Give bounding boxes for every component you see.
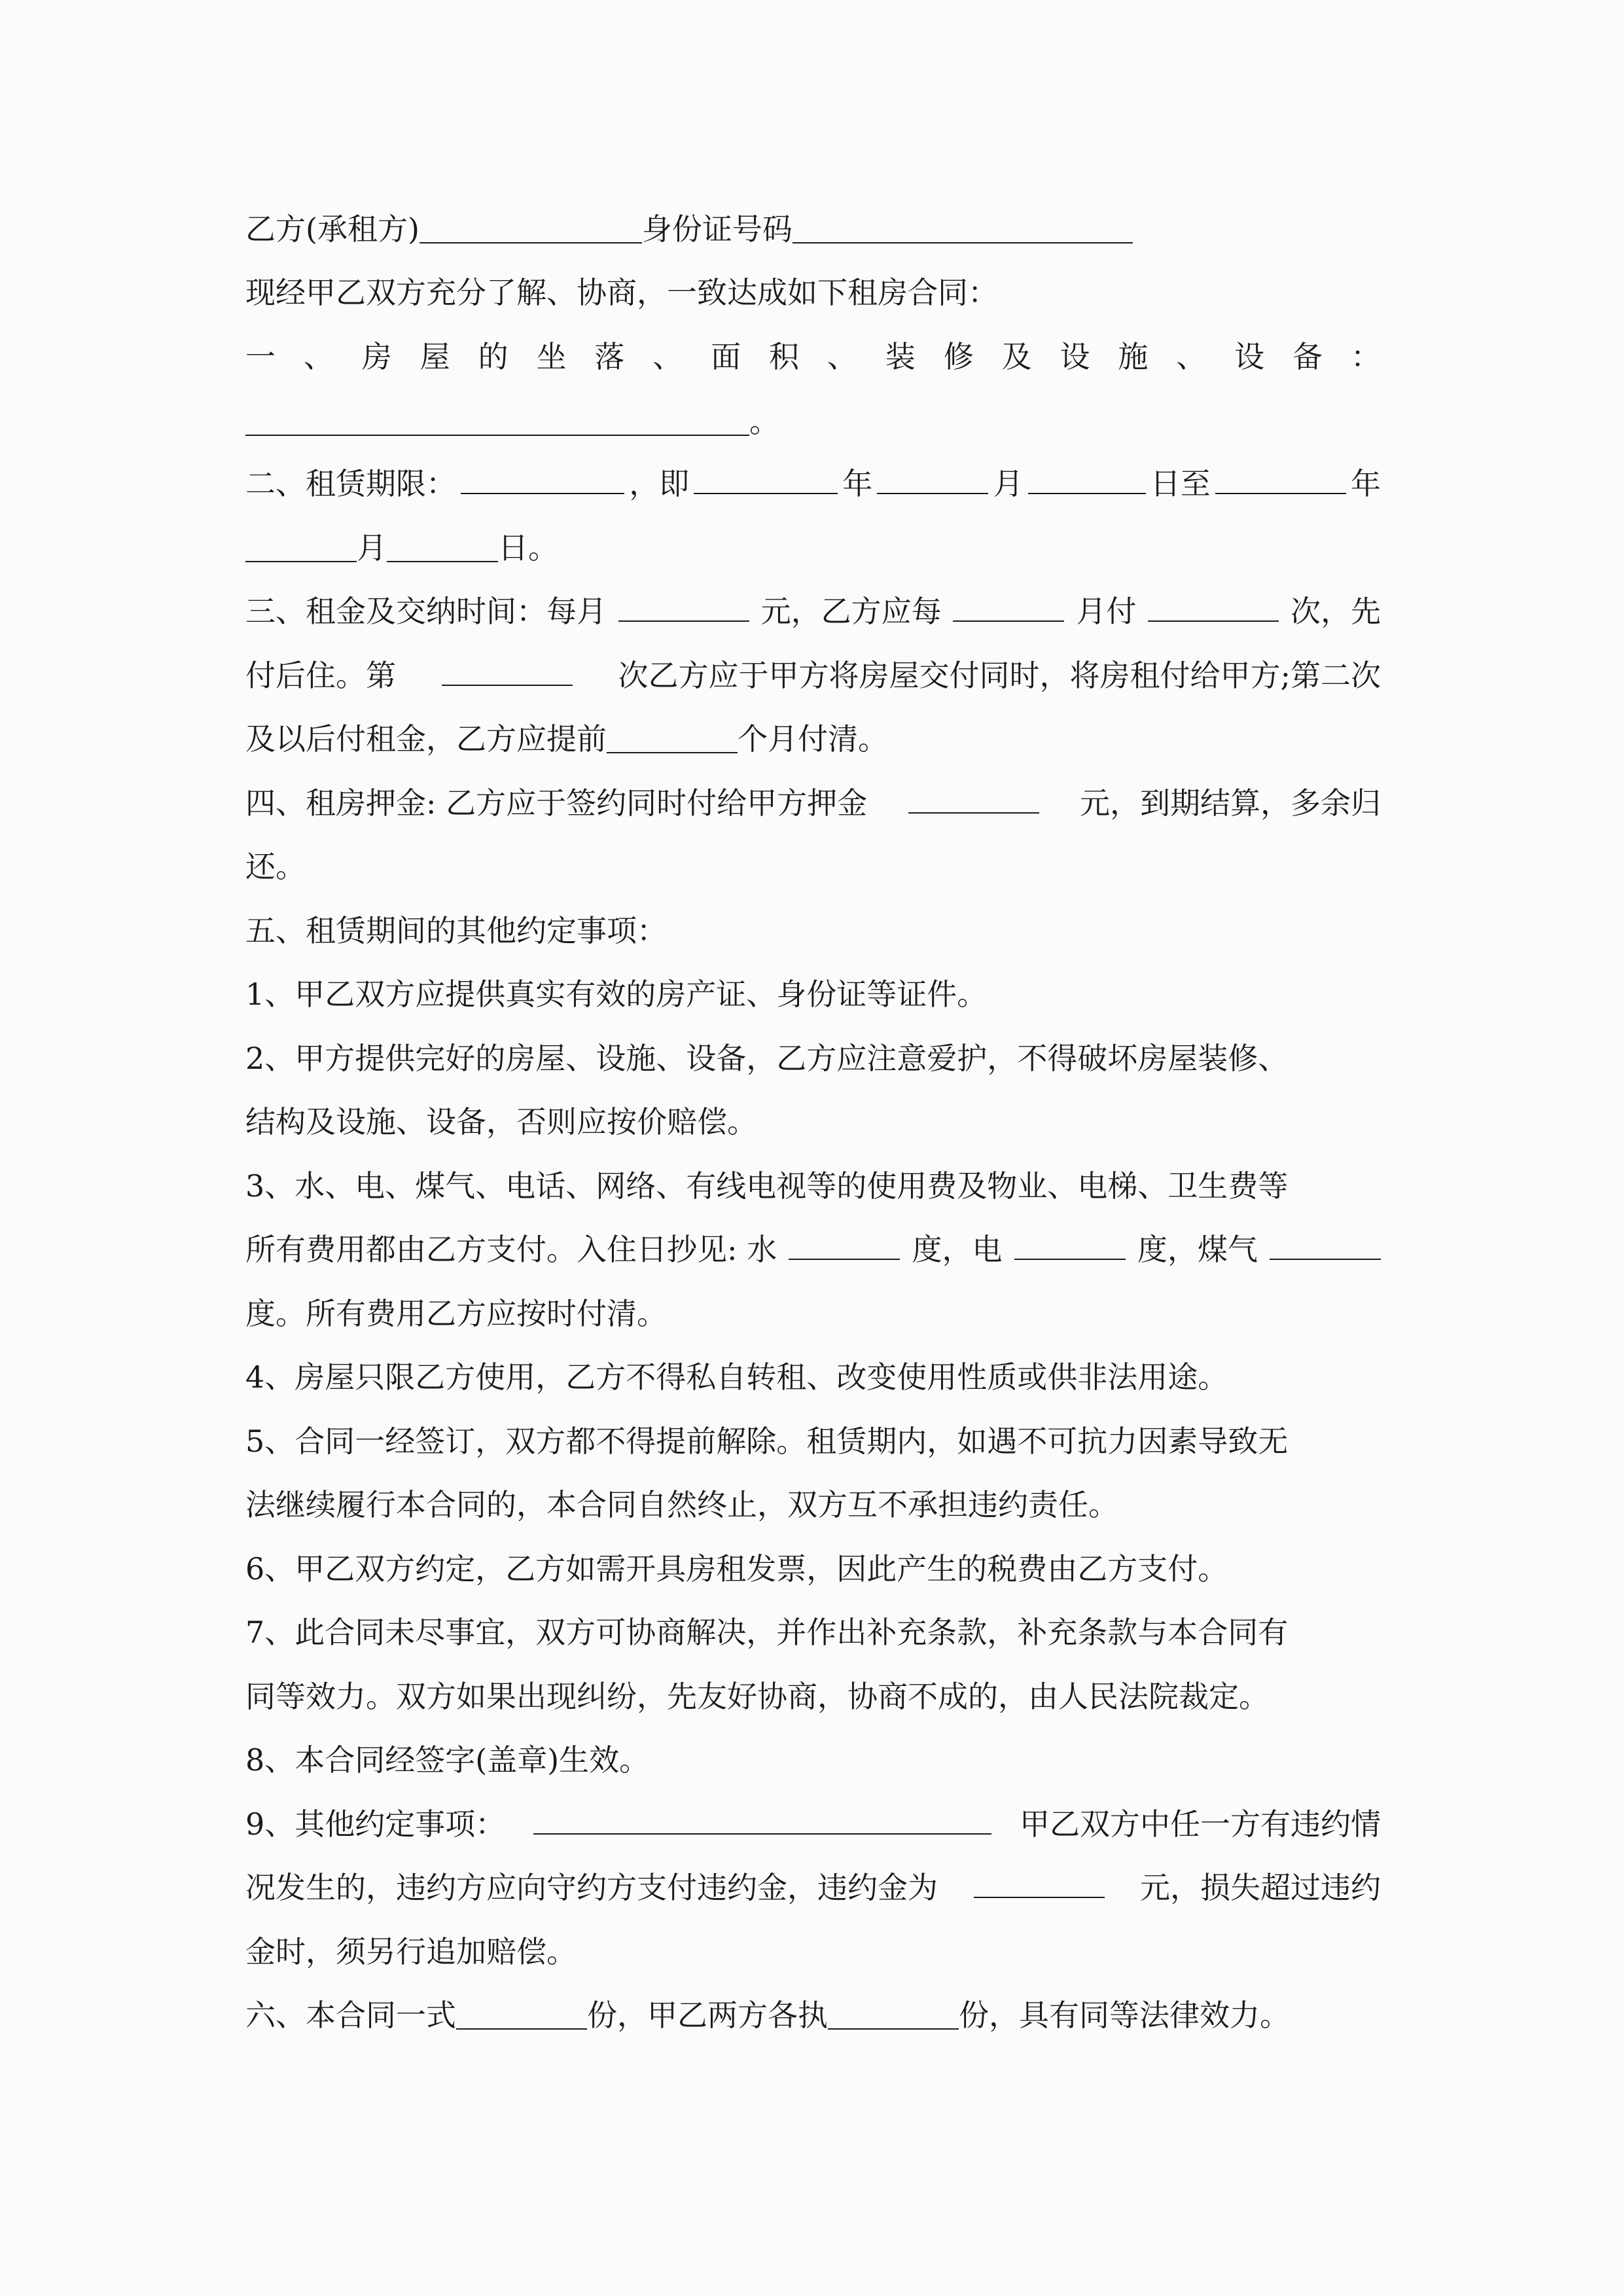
monthly-rent-blank[interactable] bbox=[618, 620, 749, 622]
clause-5-item-7-cont: 同等效力。双方如果出现纠纷，先友好协商，协商不成的，由人民法院裁定。 bbox=[245, 1679, 1269, 1714]
text: 元，到期结算，多余归 bbox=[1080, 785, 1381, 821]
electricity-reading-blank[interactable] bbox=[1014, 1259, 1126, 1260]
text: 次，先 bbox=[1290, 594, 1381, 629]
end-month-blank[interactable] bbox=[245, 561, 357, 562]
clause-4-line-2: 还。 bbox=[245, 849, 306, 884]
clause-1-heading bbox=[245, 336, 1381, 378]
char: 装 bbox=[885, 339, 916, 374]
char: ： bbox=[1350, 339, 1381, 374]
clause-2-line-2 bbox=[245, 527, 1381, 569]
text: 况发生的，违约方应向守约方支付违约金，违约金为 bbox=[245, 1870, 938, 1905]
text: 甲乙双方中任一方有违约情 bbox=[1020, 1806, 1381, 1842]
clause-5-item-2-cont: 结构及设施、设备，否则应按价赔偿。 bbox=[245, 1104, 757, 1139]
char: 坐 bbox=[536, 339, 567, 374]
char: 备 bbox=[1293, 339, 1323, 374]
pay-interval-blank[interactable] bbox=[953, 620, 1064, 622]
text: 度，电 bbox=[912, 1232, 1003, 1267]
char: 房 bbox=[361, 339, 392, 374]
start-day-blank[interactable] bbox=[1028, 493, 1146, 494]
text: 个月付清。 bbox=[738, 721, 888, 757]
text: 份，甲乙两方各执 bbox=[587, 1998, 828, 2033]
char: 、 bbox=[827, 339, 857, 374]
clause-3-line-3 bbox=[245, 718, 1381, 760]
start-month-blank[interactable] bbox=[877, 493, 988, 494]
text: 度，煤气 bbox=[1137, 1232, 1258, 1267]
char: 积 bbox=[769, 339, 800, 374]
clause-5-item-2: 2、甲方提供完好的房屋、设施、设备，乙方应注意爱护，不得破坏房屋装修、 bbox=[245, 1041, 1289, 1076]
clause-5-item-1: 1、甲乙双方应提供真实有效的房产证、身份证等证件。 bbox=[245, 977, 988, 1012]
deposit-label: 四、租房押金: 乙方应于签约同时付给甲方押金 bbox=[245, 785, 868, 821]
text: 元，乙方应每 bbox=[760, 594, 942, 629]
text: 月 bbox=[993, 466, 1024, 501]
advance-months-blank[interactable] bbox=[607, 752, 738, 753]
char: 落 bbox=[594, 339, 625, 374]
char: 面 bbox=[711, 339, 741, 374]
clause-5-item-3-cont bbox=[245, 1229, 1381, 1270]
char: 及 bbox=[1001, 339, 1032, 374]
char: 修 bbox=[943, 339, 974, 374]
text: 日。 bbox=[498, 530, 558, 565]
text: 份，具有同等法律效力。 bbox=[959, 1998, 1290, 2033]
tenant-label: 乙方(承租方) bbox=[245, 211, 419, 247]
total-copies-blank[interactable] bbox=[456, 2028, 587, 2030]
clause-2-line bbox=[245, 463, 1381, 505]
char: 设 bbox=[1234, 339, 1265, 374]
char: 一 bbox=[245, 339, 276, 374]
char: 、 bbox=[1176, 339, 1207, 374]
id-number-label: 身份证号码 bbox=[641, 211, 793, 247]
property-details-blank[interactable] bbox=[245, 435, 749, 436]
text: 年 bbox=[842, 466, 873, 501]
char: 、 bbox=[303, 339, 334, 374]
clause-5-item-8: 8、本合同经签字(盖章)生效。 bbox=[245, 1742, 650, 1778]
text: 月 bbox=[357, 530, 387, 565]
clause-5-item-6: 6、甲乙双方约定，乙方如需开具房租发票，因此产生的税费由乙方支付。 bbox=[245, 1551, 1228, 1587]
clause-5-item-9-end: 金时，须另行追加赔偿。 bbox=[245, 1934, 577, 1969]
period: 。 bbox=[749, 404, 779, 439]
clause-5-item-9 bbox=[245, 1803, 1381, 1845]
text: 日至 bbox=[1150, 466, 1211, 501]
first-payment-blank[interactable] bbox=[442, 685, 573, 686]
clause-3-line-2 bbox=[245, 655, 1381, 696]
tenant-name-blank[interactable] bbox=[419, 242, 642, 243]
text: 元，损失超过违约 bbox=[1140, 1870, 1381, 1905]
lease-term-blank[interactable] bbox=[461, 493, 624, 494]
text: ，即 bbox=[629, 466, 690, 501]
char: 的 bbox=[478, 339, 508, 374]
clause-5-item-4: 4、房屋只限乙方使用，乙方不得私自转租、改变使用性质或供非法用途。 bbox=[245, 1359, 1228, 1395]
intro-line: 现经甲乙双方充分了解、协商，一致达成如下租房合同： bbox=[245, 275, 998, 310]
clause-5-heading: 五、租赁期间的其他约定事项： bbox=[245, 913, 667, 948]
end-year-blank[interactable] bbox=[1215, 493, 1346, 494]
char: 、 bbox=[652, 339, 683, 374]
start-year-blank[interactable] bbox=[694, 493, 838, 494]
clause-6-line bbox=[245, 1994, 1381, 2036]
clause-4-line bbox=[245, 782, 1381, 824]
pay-times-blank[interactable] bbox=[1148, 620, 1279, 622]
text: 次乙方应于甲方将房屋交付同时，将房租付给甲方;第二次 bbox=[618, 658, 1381, 693]
copies-label: 六、本合同一式 bbox=[245, 1998, 456, 2033]
id-number-blank[interactable] bbox=[793, 242, 1133, 243]
property-details-line bbox=[245, 401, 1381, 442]
text: 付后住。第 bbox=[245, 658, 396, 693]
clause-3-line bbox=[245, 590, 1381, 632]
clause-5-item-3: 3、水、电、煤气、电话、网络、有线电视等的使用费及物业、电梯、卫生费等 bbox=[245, 1168, 1289, 1204]
deposit-amount-blank[interactable] bbox=[908, 812, 1039, 814]
clause-5-item-5-cont: 法继续履行本合同的，本合同自然终止，双方互不承担违约责任。 bbox=[245, 1487, 1118, 1522]
char: 屋 bbox=[419, 339, 450, 374]
text: 年 bbox=[1350, 466, 1381, 501]
meter-label: 所有费用都由乙方支付。入住日抄见: 水 bbox=[245, 1232, 777, 1267]
text: 月付 bbox=[1076, 594, 1137, 629]
other-terms-blank[interactable] bbox=[533, 1833, 991, 1835]
clause-5-item-7: 7、此合同未尽事宜，双方可协商解决，并作出补充条款，补充条款与本合同有 bbox=[245, 1615, 1289, 1650]
copies-each-blank[interactable] bbox=[828, 2028, 959, 2030]
tenant-id-line bbox=[245, 208, 1381, 250]
char: 施 bbox=[1118, 339, 1149, 374]
lease-term-label: 二、租赁期限： bbox=[245, 466, 456, 501]
clause-5-item-5: 5、合同一经签订，双方都不得提前解除。租赁期内，如遇不可抗力因素导致无 bbox=[245, 1424, 1289, 1459]
gas-reading-blank[interactable] bbox=[1270, 1259, 1381, 1260]
water-reading-blank[interactable] bbox=[789, 1259, 900, 1260]
rent-label: 三、租金及交纳时间：每月 bbox=[245, 594, 607, 629]
end-day-blank[interactable] bbox=[387, 561, 498, 562]
char: 设 bbox=[1060, 339, 1090, 374]
clause-5-item-3-end: 度。所有费用乙方应按时付清。 bbox=[245, 1296, 667, 1331]
penalty-amount-blank[interactable] bbox=[974, 1897, 1105, 1898]
other-terms-label: 9、其他约定事项： bbox=[245, 1806, 506, 1842]
text: 及以后付租金，乙方应提前 bbox=[245, 721, 607, 757]
clause-5-item-9-cont bbox=[245, 1867, 1381, 1909]
